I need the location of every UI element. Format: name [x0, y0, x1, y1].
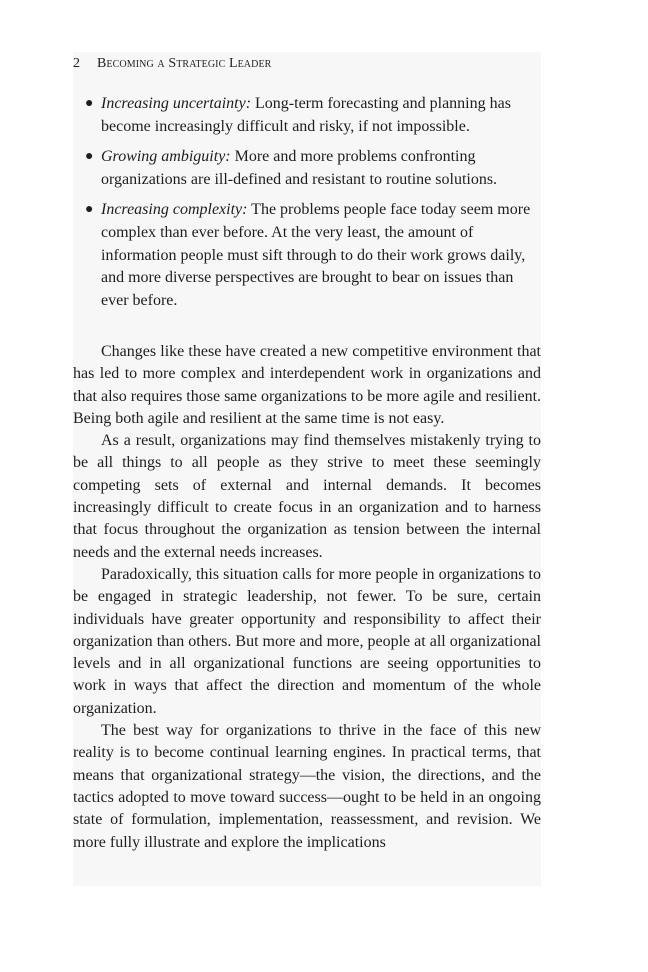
paragraph: Changes like these have created a new competitive environment that has led to more complex and interdependent work in organizations and that also requires those same organizations to be more agile and resilient. Being both agile and resilient at the same time is not easy.: [73, 343, 542, 427]
paragraph: Paradoxically, this situation calls for more people in organizations to be engaged in strategic leadership, not fewer. To be sure, certain individuals have greater opportunity and responsibility to affect their organization than others. But more and more, people at all organizational levels and in all organizational functions are seeing opportunities to work in ways that affect the direction and momentum of the whole organization.: [73, 565, 541, 717]
page-number: 2: [73, 56, 80, 71]
paragraph: The best way for organizations to thrive in the face of this new reality is to become continual learning engines. In practical terms, that means that organizational strategy—the vision, the directions, and the tactics adopted to move toward success—ought to be held in an ongoing state of formulation, implementation, reassessment, and revision. We more fully illustrate and explore the implications: [73, 722, 541, 851]
bullet-item: [73, 146, 541, 191]
bullet-list: [73, 93, 541, 320]
bullet-text: More and more problems confronting organizations are ill-defined and resistant to routine solutions.: [101, 148, 498, 188]
running-head: [73, 54, 541, 74]
bullet-icon: ●: [85, 96, 94, 111]
bullet-term: Increasing complexity:: [101, 201, 248, 219]
bullet-item: [73, 199, 541, 312]
bullet-term: Growing ambiguity:: [101, 148, 231, 166]
running-head-title: Becoming a Strategic Leader: [97, 56, 272, 71]
bullet-term: Increasing uncertainty:: [101, 95, 252, 112]
bullet-icon: ●: [85, 149, 94, 165]
bullet-item: [73, 93, 541, 138]
bullet-icon: ●: [85, 202, 94, 218]
bullet-text: The problems people face today seem more complex than ever before. At the very least, the amount of information people must sift through to do their work grows daily, and more diverse perspectives are brought to bear on issues than ever before.: [101, 201, 531, 309]
body-text: [73, 341, 541, 854]
bullet-text: Long-term forecasting and planning has become increasingly difficult and risky, if not impossible.: [101, 95, 511, 135]
paragraph: As a result, organizations may find themselves mistakenly trying to be all things to all people as they strive to meet these seemingly competing sets of external and internal demands. It becomes increasingly difficult to create focus in an organization and to harness that focus throughout the organization as tension between the internal needs and the external needs increases.: [73, 432, 541, 561]
